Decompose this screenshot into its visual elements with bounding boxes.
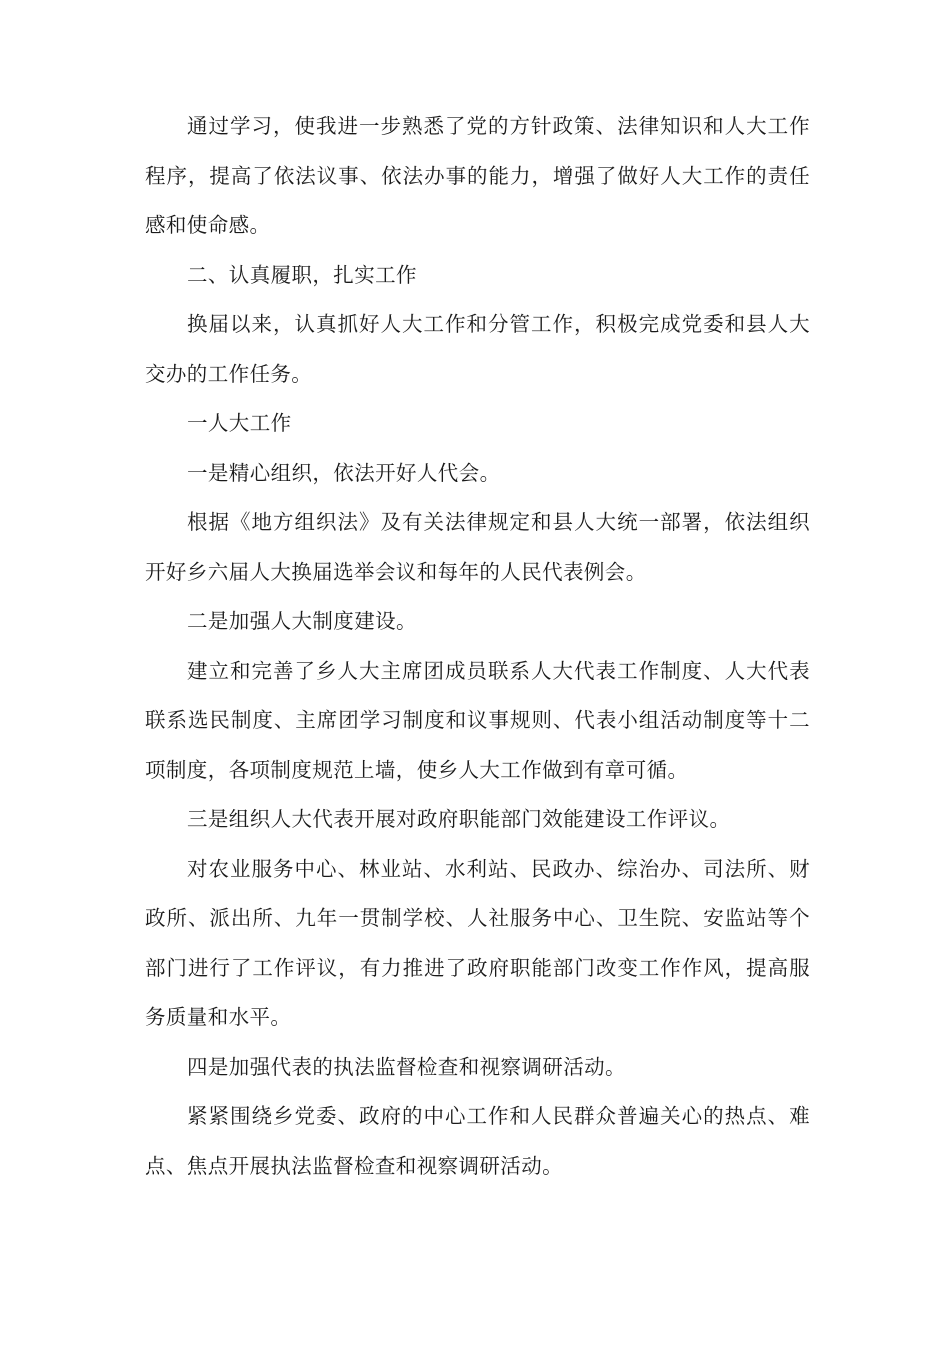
item-heading: 三是组织人大代表开展对政府职能部门效能建设工作评议。 [187,807,731,831]
item-heading: 二是加强人大制度建设。 [187,609,417,633]
paragraph: 根据《地方组织法》及有关法律规定和县人大统一部署，依法组织开好乡六届人大换届选举会议和每年的人民代表例会。 [145,510,810,584]
item-heading: 一是精心组织，依法开好人代会。 [187,460,501,485]
document-body [145,102,810,1191]
paragraph: 对农业服务中心、林业站、水利站、民政办、综治办、司法所、财政所、派出所、九年一贯制学校、人社服务中心、卫生院、安监站等个部门进行了工作评议，有力推进了政府职能部门改变工作作风，提高服务质量和水平。 [145,856,810,1029]
paragraph: 换届以来，认真抓好人大工作和分管工作，积极完成党委和县人大交办的工作任务。 [145,312,810,386]
item-heading: 四是加强代表的执法监督检查和视察调研活动。 [187,1054,626,1079]
subsection-heading: 一人大工作 [187,411,292,435]
paragraph: 建立和完善了乡人大主席团成员联系人大代表工作制度、人大代表联系选民制度、主席团学习制度和议事规则、代表小组活动制度等十二项制度，各项制度规范上墙，使乡人大工作做到有章可循。 [145,658,810,782]
paragraph: 紧紧围绕乡党委、政府的中心工作和人民群众普遍关心的热点、难点、焦点开展执法监督检查和视察调研活动。 [145,1104,810,1178]
paragraph: 通过学习，使我进一步熟悉了党的方针政策、法律知识和人大工作程序，提高了依法议事、依法办事的能力，增强了做好人大工作的责任感和使命感。 [145,114,810,237]
section-heading: 二、认真履职，扎实工作 [187,262,417,287]
